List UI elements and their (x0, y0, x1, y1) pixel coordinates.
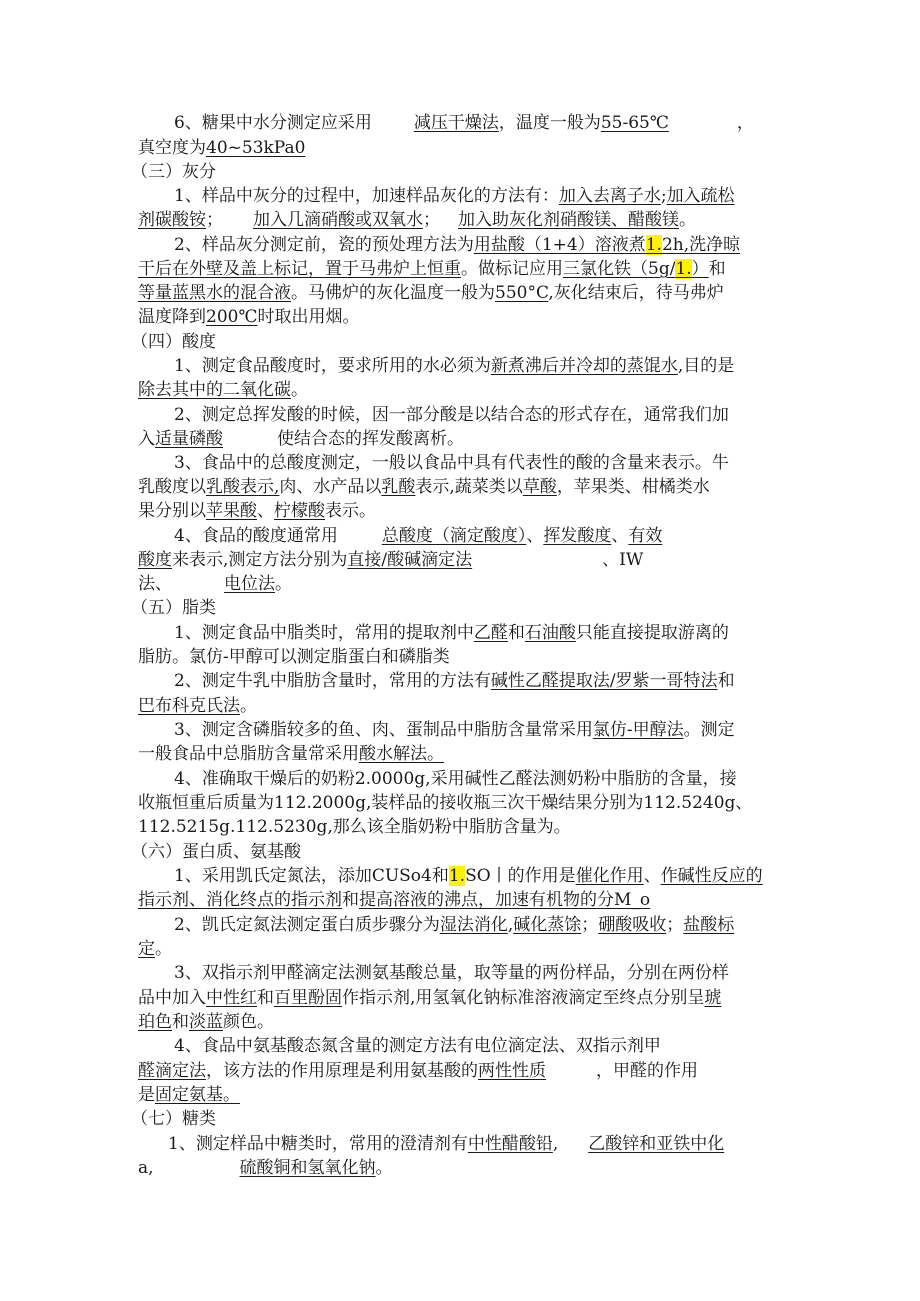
text: 。测定 (683, 720, 735, 740)
answer: 指示剂、消化终点的指示剂 (138, 890, 342, 910)
answer: 40~53kPa0 (206, 138, 306, 158)
sec5-q3-line2 (138, 743, 444, 765)
text: 和 (342, 890, 359, 910)
text: 和 (708, 259, 726, 279)
text: 和 (257, 988, 274, 1008)
text: 果分别以 (138, 501, 206, 521)
answer: 550°C (495, 283, 549, 303)
sec7-q1-line2 (138, 1157, 393, 1179)
answer: 除去其中的二氧化碳 (138, 380, 291, 400)
answer: 百里酚固 (274, 988, 342, 1008)
text: ，温度一般为 (498, 113, 601, 133)
text: 。 (155, 939, 172, 959)
text: 4、食品的酸度通常用 (174, 526, 338, 546)
sec6-q4-line1 (174, 1035, 661, 1057)
text: 4、食品中氨基酸态氮含量的测定方法有电位滴定法、双指示剂甲 (174, 1036, 661, 1056)
answer: 催化作用 (575, 866, 644, 886)
answer: 巴布科克氏法 (138, 696, 240, 716)
answer: 乙酸锌和亚铁中化 (588, 1134, 725, 1154)
sec4-q2-line2 (138, 428, 464, 450)
sec3-q2-line2 (138, 258, 726, 280)
sec4-q1-line1 (174, 355, 734, 377)
sec6-q2-line2 (138, 938, 172, 960)
answer: 三氯化铁（5g/ (563, 259, 676, 279)
text: 收瓶恒重后质量为112.2000g,装样品的接收瓶三次干燥结果分别为112.5240g、 (138, 793, 753, 813)
text: 作指示剂,用氢氧化钠标准溶液滴定至终点分别呈 (342, 988, 705, 1008)
answer: ） (691, 259, 709, 279)
text: 一般食品中总脂肪含量常采用 (138, 744, 359, 764)
text: 3、双指示剂甲醛滴定法测氨基酸总量，取等量的两份样品，分别在两份样 (174, 963, 729, 983)
text: 2、凯氏定氮法测定蛋白质步骤分为 (174, 915, 440, 935)
sec4-q3-line2 (138, 476, 710, 498)
text: a, (138, 1158, 154, 1178)
text: ; (660, 186, 667, 206)
answer: 淡蓝 (189, 1012, 223, 1032)
text: 和 (507, 623, 525, 643)
text: 、 (611, 526, 629, 546)
sec6-q3-line3 (138, 1011, 274, 1033)
text: 。 (291, 380, 308, 400)
text: 表示,蔬菜类以 (415, 477, 523, 497)
text: 颜色。 (223, 1012, 274, 1032)
sec4-q3-line1 (174, 452, 729, 474)
text: 表示。 (325, 501, 376, 521)
answer: 氯仿-甲醇法 (592, 720, 684, 740)
highlight: 1. (645, 235, 662, 255)
text: 1、测定食品中脂类时，常用的提取剂中 (174, 623, 474, 643)
text: 入 (138, 429, 155, 449)
answer: 干后在外壁及盖上标记，置于马弗炉上恒重 (138, 259, 461, 279)
answer: 酸水解法。 (359, 744, 444, 764)
answer: 硼酸吸收 (598, 915, 667, 935)
text: 、IW (602, 550, 644, 570)
text: 。 (375, 1158, 393, 1178)
sec4-q1-line2 (138, 379, 308, 401)
text: 真空度为 (138, 138, 206, 158)
answer: 提高溶液的沸点，加速有机物的分M_o (359, 890, 651, 910)
sec6-q4-line2 (138, 1060, 698, 1082)
section-heading: （五）脂类 (131, 598, 216, 618)
answer: 减压干燥法 (413, 113, 499, 133)
text: 1、测定食品酸度时，要求所用的水必须为 (174, 356, 491, 376)
answer: 盐酸标 (683, 915, 735, 935)
sec5-q2-line1 (174, 670, 735, 692)
text: 1、样品中灰分的过程中，加速样品灰化的方法有： (174, 186, 559, 206)
text: 肉、水产品以 (279, 477, 382, 497)
text: ， (736, 113, 754, 133)
text: 、 (257, 501, 274, 521)
text: 脂肪。氯仿-甲醇可以测定脂蛋白和磷脂类 (138, 647, 450, 667)
answer: 加入去离子水 (558, 186, 661, 206)
text: ； (423, 210, 440, 230)
answer: 珀色 (138, 1012, 172, 1032)
sec4-q4-line2 (138, 549, 643, 571)
sec5-q1-line1 (174, 622, 729, 644)
text: ，该方法的作用原理是利用氨基酸的 (206, 1061, 478, 1081)
answer: 酸度 (138, 550, 172, 570)
answer: 总酸度（滴定酸度） (381, 526, 527, 546)
answer: 等量蓝黑水的混合液 (138, 283, 291, 303)
text: 2、测定总挥发酸的时候，因一部分酸是以结合态的形式存在，通常我们加 (174, 405, 729, 425)
answer: 有效 (628, 526, 663, 546)
sec3-q1-line2 (138, 209, 696, 231)
text: ,目的是 (677, 356, 735, 376)
sec3-q2-line4 (138, 306, 359, 328)
text: 只能直接提取游离的 (575, 623, 729, 643)
text: 112.5215g.112.5230g,那么该全脂奶粉中脂肪含量为。 (138, 817, 571, 837)
sec5-q2-line2 (138, 695, 257, 717)
text: 法、 (138, 574, 172, 594)
answer: 乙醛 (473, 623, 508, 643)
text: 。 (679, 210, 696, 230)
text: SO丨的作用是 (465, 866, 576, 886)
text: 温度降到 (138, 307, 206, 327)
answer: 柠檬酸 (274, 501, 325, 521)
text: 和 (717, 671, 735, 691)
text: ； (666, 915, 684, 935)
answer: 直接/酸碱滴定法 (347, 550, 473, 570)
answer: 碱性乙醛提取法/罗紫一哥特法 (490, 671, 718, 691)
answer: 乳酸 (381, 477, 416, 497)
sec6-q3-line2 (138, 987, 721, 1009)
highlight: 1. (675, 259, 692, 279)
highlight: 1. (448, 866, 466, 886)
text: 是 (138, 1085, 155, 1105)
answer: 新煮沸后并冷却的蒸馄水 (490, 356, 678, 376)
text: 。 (275, 574, 292, 594)
sec5-q4-line3 (138, 816, 571, 838)
sec5-q4-line1 (174, 768, 737, 790)
answer: 定 (138, 939, 155, 959)
sec2-q6-line1 (174, 112, 754, 134)
text: ； (581, 915, 599, 935)
answer: 固定氨基。 (155, 1085, 240, 1105)
answer: 琥 (704, 988, 722, 1008)
answer: 挥发酸度 (543, 526, 612, 546)
sec6-q2-line1 (174, 914, 734, 936)
answer: 碱化蒸馀 (513, 915, 582, 935)
text: 、 (526, 526, 544, 546)
sec5-q1-line2 (138, 646, 450, 668)
answer: 加入几滴硝酸或双氧水 (253, 210, 423, 230)
answer: 石油酸 (524, 623, 576, 643)
text: 、 (643, 866, 661, 886)
sec4-q3-line3 (138, 500, 376, 522)
answer: 55-65℃ (600, 113, 669, 133)
answer: 2h,洗净晾 (661, 235, 741, 255)
text: , (552, 1134, 559, 1154)
sec6-q3-line1 (174, 962, 729, 984)
answer: 乳酸表示, (206, 477, 280, 497)
text: 来表示,测定方法分别为 (172, 550, 348, 570)
sec7-q1-line1 (168, 1133, 724, 1155)
sec3-q1-line1 (174, 185, 735, 207)
text: ,灰化结束后，待马弗炉 (548, 283, 724, 303)
answer: 苹果酸 (206, 501, 257, 521)
text: 。做标记应用 (461, 259, 563, 279)
sec4-q4-line3 (138, 573, 292, 595)
text: 和 (172, 1012, 189, 1032)
text: 3、测定含磷脂较多的鱼、肉、蛋制品中脂肪含量常采用 (174, 720, 593, 740)
text: 6、糖果中水分测定应采用 (174, 113, 372, 133)
answer: 加入助灰化剂硝酸镁、醋酸镁 (458, 210, 679, 230)
answer: 湿法消化 (439, 915, 508, 935)
text: 使结合态的挥发酸离析。 (277, 429, 464, 449)
text: ； (206, 210, 223, 230)
answer: 中性红 (206, 988, 257, 1008)
section-heading: （七）糖类 (131, 1109, 216, 1129)
answer: 电位法 (224, 574, 275, 594)
sec6-q1-line1 (174, 865, 763, 887)
answer: 中性醋酸铅 (467, 1134, 553, 1154)
answer: 适量磷酸 (155, 429, 223, 449)
sec6-q4-line3 (138, 1084, 240, 1106)
answer: 硫酸铜和氢氧化钠 (239, 1158, 376, 1178)
section-heading: （四）酸度 (131, 332, 216, 352)
answer: 用盐酸（1+4）溶液煮 (473, 235, 646, 255)
section-heading: （三）灰分 (131, 162, 216, 182)
text: ，苹果类、柑橘类水 (556, 477, 710, 497)
text: 2、样品灰分测定前，瓷的预处理方法为 (174, 235, 474, 255)
text: 2、测定牛乳中脂肪含量时，常用的方法有 (174, 671, 491, 691)
text: 品中加入 (138, 988, 206, 1008)
sec4-q2-line1 (174, 404, 729, 426)
text: ，甲醛的作用 (596, 1061, 698, 1081)
sec2-q6-line2 (138, 137, 305, 159)
answer: 两性性质 (478, 1061, 546, 1081)
section-heading: （六）蛋白质、氨基酸 (131, 842, 301, 862)
answer: 加入疏松 (666, 186, 735, 206)
text: 。 (240, 696, 257, 716)
answer: 作碱性反应的 (660, 866, 763, 886)
text: 1、测定样品中糖类时，常用的澄清剂有 (168, 1134, 468, 1154)
answer: 剂碳酸铵 (138, 210, 206, 230)
text: 3、食品中的总酸度测定，一般以食品中具有代表性的酸的含量来表示。牛 (174, 453, 729, 473)
sec6-q1-line2 (138, 889, 650, 911)
text: , (507, 915, 514, 935)
text: 1、采用凯氏定氮法，添加CUSo4和 (174, 866, 449, 886)
text: 4、准确取干燥后的奶粉2.0000g,采用碱性乙醛法测奶粉中脂肪的含量，接 (174, 769, 737, 789)
sec5-q3-line1 (174, 719, 735, 741)
text: 。马佛炉的灰化温度一般为 (291, 283, 495, 303)
answer: 醛滴定法 (138, 1061, 206, 1081)
sec5-q4-line2 (138, 792, 752, 814)
answer: 草酸 (522, 477, 557, 497)
text: 乳酸度以 (138, 477, 206, 497)
sec3-q2-line1 (174, 234, 740, 256)
sec3-q2-line3 (138, 282, 724, 304)
sec4-q4-line1 (174, 525, 662, 547)
text: 时取出用烟。 (257, 307, 360, 327)
answer: 200℃ (206, 307, 258, 327)
